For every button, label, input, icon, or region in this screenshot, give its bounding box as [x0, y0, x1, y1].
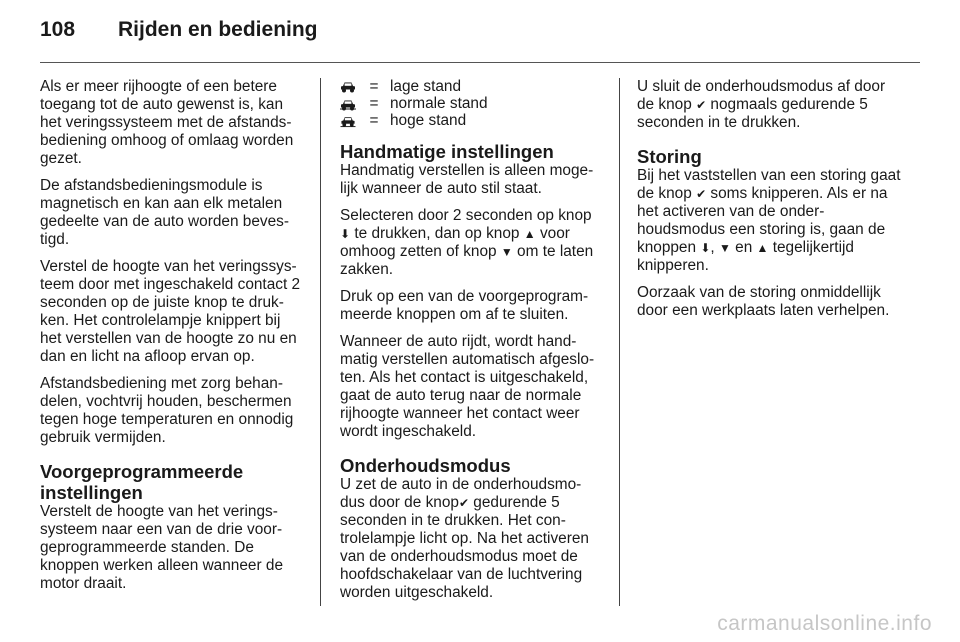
- suspension-icon: ⬇: [700, 241, 711, 255]
- level-row-normal: = normale stand: [340, 95, 605, 112]
- level-row-high: = hoge stand: [340, 112, 605, 129]
- column-right: [637, 78, 905, 329]
- car-normal-icon: [340, 97, 358, 111]
- level-label: normale stand: [390, 94, 488, 112]
- paragraph: Bij het vaststellen van een storing gaat de knop ✔ soms knipperen. Als er na het activeren van de onder-houdsmodus een storing is, gaan de knoppen ⬇, ▼ en ▲ tegelijkertijd knipperen.: [637, 167, 901, 274]
- paragraph: Wanneer de auto rijdt, wordt hand-matig verstellen automatisch afgeslo-ten. Als het contact is uitgeschakeld, gaat de auto terug naar de normale rijhoogte wanneer het contact weer wordt ingeschakeld.: [340, 333, 595, 440]
- paragraph: Druk op een van de voorgeprogram-meerde knoppen om af te sluiten.: [340, 288, 589, 323]
- section-heading-maintenance: Onderhoudsmodus: [340, 455, 511, 476]
- car-low-icon: [340, 81, 358, 93]
- paragraph: Als er meer rijhoogte of een betere toegang tot de auto gewenst is, kan het veringssysteem met de afstands-bediening omhoog of omlaag worden gezet.: [40, 78, 294, 167]
- page-header: [40, 18, 920, 48]
- wrench-icon: ✔: [696, 98, 707, 112]
- level-label: hoge stand: [390, 111, 467, 129]
- wrench-icon: ✔: [458, 496, 470, 510]
- level-label: lage stand: [390, 77, 462, 95]
- paragraph: Handmatig verstellen is alleen moge-lijk wanneer de auto stil staat.: [340, 162, 594, 197]
- paragraph: Afstandsbediening met zorg behan-delen, vochtvrij houden, beschermen tegen hoge temperaturen en onnodig gebruik vermijden.: [40, 375, 294, 446]
- column-divider: [619, 78, 620, 606]
- suspension-icon: ⬇: [340, 227, 351, 241]
- watermark: carmanualsonline.info: [717, 612, 932, 635]
- arrow-up-icon: ▲: [756, 241, 769, 255]
- paragraph: Verstelt de hoogte van het verings-systeem naar een van de drie voor-geprogrammeerde standen. De knoppen werken alleen wanneer de motor draait.: [40, 503, 284, 592]
- height-level-list: [340, 78, 605, 129]
- level-row-low: = lage stand: [340, 78, 605, 95]
- paragraph: Oorzaak van de storing onmiddellijk door een werkplaats laten verhelpen.: [637, 284, 890, 319]
- arrow-down-icon: ▼: [718, 241, 731, 255]
- arrow-up-icon: ▲: [523, 227, 536, 241]
- header-rule: [40, 62, 920, 63]
- column-divider: [320, 78, 321, 606]
- paragraph: U sluit de onderhoudsmodus af door de knop ✔ nogmaals gedurende 5 seconden in te drukken.: [637, 78, 886, 131]
- paragraph: Selecteren door 2 seconden op knop ⬇ te drukken, dan op knop ▲ voor omhoog zetten of knop ▼ om te laten zakken.: [340, 207, 594, 278]
- column-middle: [340, 78, 605, 611]
- wrench-icon: ✔: [696, 187, 707, 201]
- column-left: [40, 78, 304, 602]
- paragraph: U zet de auto in de onderhoudsmo-dus door de knop✔ gedurende 5 seconden in te drukken. Het con-trolelampje licht op. Na het activeren van de onderhoudsmodus moet de hoofdschakelaar van de luchtvering worden uitgeschakeld.: [340, 476, 589, 601]
- car-high-icon: [340, 113, 358, 128]
- section-heading-fault: Storing: [637, 146, 702, 167]
- paragraph: Verstel de hoogte van het veringssys-teem door met ingeschakeld contact 2 seconden op de juiste knop te druk-ken. Het controlelampje knippert bij het verstellen van de hoogte zo nu en dan en licht na afloop ervan op.: [40, 258, 301, 365]
- section-heading-preset: Voorgeprogrammeerde instellingen: [40, 461, 244, 503]
- section-heading-manual: Handmatige instellingen: [340, 141, 554, 162]
- page-number: 108: [40, 18, 76, 41]
- paragraph: De afstandsbedieningsmodule is magnetisch en kan aan elk metalen gedeelte van de auto worden beves-tigd.: [40, 177, 289, 248]
- page-title: Rijden en bediening: [118, 18, 318, 41]
- arrow-down-icon: ▼: [500, 245, 513, 259]
